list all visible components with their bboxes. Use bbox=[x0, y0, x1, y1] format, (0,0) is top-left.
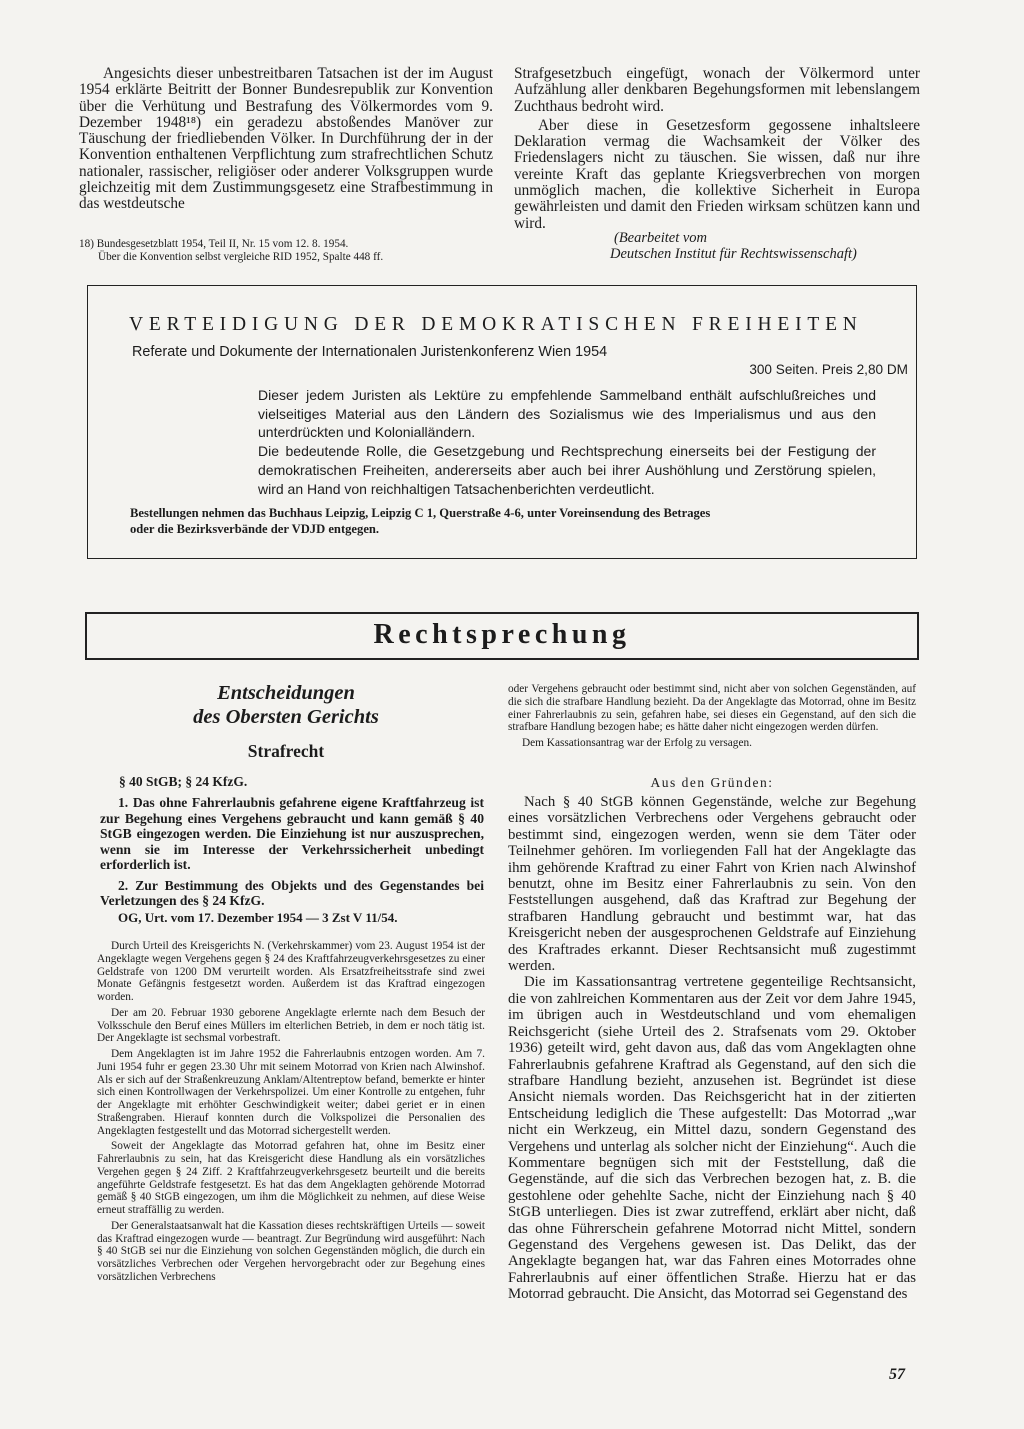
ad-order-line: Bestellungen nehmen das Buchhaus Leipzig, Leipzig C 1, Querstraße 4-6, unter Voreinsendung des Betrages bbox=[130, 506, 711, 520]
section-title: Rechtsprechung bbox=[373, 619, 631, 650]
decisions-heading bbox=[96, 681, 476, 729]
signature-line: (Bearbeitet vom bbox=[614, 230, 708, 246]
reasons-paragraph: Nach § 40 StGB können Gegenstände, welche zur Begehung eines vorsätzlichen Verbrechens oder Vergehens gebraucht oder bestimmt sind, eingezogen werden, wenn sie dem Täter oder Teilnehmer gehören. Im vorliegenden Fall hat der Angeklagte das ihm gehörende Kraftrad zu einer Fahrt von Krien nach Alwinshof benutzt, ohne im Besitz einer Fahrerlaubnis zu sein. Von den Feststellungen ausgehend, daß das Kraftrad zur Begehung der strafbaren Handlung gebraucht und bestimmt war, hat das Kreisgericht neben der ausgesprochenen Geldstrafe auf Einziehung des Kraftrades erkannt. Dieser Rechtsansicht muß zugestimmt werden. bbox=[508, 794, 916, 975]
signature-line: Deutschen Institut für Rechtswissenschaft) bbox=[610, 246, 857, 262]
body-paragraph: Strafgesetzbuch eingefügt, wonach der Völkermord unter Aufzählung aller denkbaren Begehungsformen mit lebenslangem Zuchthaus bedroht wird. bbox=[514, 65, 920, 115]
reasons-heading: Aus den Gründen: bbox=[650, 775, 774, 790]
section-header bbox=[85, 612, 919, 660]
top-left-column bbox=[79, 66, 493, 213]
reasons-text bbox=[508, 794, 916, 1303]
headnote: 1. Das ohne Fahrerlaubnis gefahrene eigene Kraftfahrzeug ist zur Begehung eines Vergehens gebraucht und kann gemäß § 40 StGB eingezogen werden. Die Einziehung ist nur auszusprechen, wenn sie im Interesse der Verkehrssicherheit unbedingt erforderlich ist. bbox=[100, 795, 484, 872]
facts-paragraph: Der Generalstaatsanwalt hat die Kassation dieses rechtskräftigen Urteils — soweit das Kraftrad eingezogen wurde — beantragt. Zur Begründung wird ausgeführt: Nach § 40 StGB sei nur die Einziehung von solchen Gegenständen möglich, die durch ein vorsätzliches Verbrechen oder Vergehen hervorgebracht oder zur Begehung eines vorsätzlichen Verbrechens bbox=[97, 1219, 485, 1283]
facts-paragraph: Dem Angeklagten ist im Jahre 1952 die Fahrerlaubnis entzogen worden. Am 7. Juni 1954 fuhr er gegen 23.30 Uhr mit seinem Motorrad von Krien nach Alwinshof. Als er sich auf der Straßenkreuzung Anklam/Altentreptow befand, bemerkte er hinter sich einen Kontrollwagen der Verkehrspolizei. Um einer Kontrolle zu entgehen, fuhr der Angeklagte mit erhöhter Geschwindigkeit weiter; dabei geriet er in einen Straßengraben. Hierauf konnten durch die Volkspolizei die Personalien des Angeklagten festgestellt und das Motorrad sichergestellt werden. bbox=[97, 1048, 485, 1137]
facts-paragraph: Durch Urteil des Kreisgerichts N. (Verkehrskammer) vom 23. August 1954 ist der Angeklagte wegen Vergehens gegen § 24 des Kraftfahrzeugverkehrsgesetzes zu einer Geldstrafe von 1200 DM verurteilt worden. Als Ersatzfreiheitsstrafe sind zwei Monate Gefängnis festgesetzt worden. Außerdem ist das Kraftrad eingezogen worden. bbox=[97, 940, 485, 1003]
ad-meta: 300 Seiten. Preis 2,80 DM bbox=[749, 362, 908, 377]
ad-title: VERTEIDIGUNG DER DEMOKRATISCHEN FREIHEITEN bbox=[129, 314, 863, 335]
heading-line: des Obersten Gerichts bbox=[193, 706, 379, 728]
ad-paragraph: Die bedeutende Rolle, die Gesetzgebung und Rechtsprechung einerseits bei der Festigung der demokratischen Freiheiten, andererseits aber auch bei ihrer Aushöhlung und Zerstörung spielen, wird an Hand von reichhaltigen Tatsachenberichten verdeutlicht. bbox=[258, 443, 876, 497]
ad-order-line: oder die Bezirksverbände der VDJD entgegen. bbox=[130, 521, 380, 536]
ad-description bbox=[258, 386, 876, 498]
argument-paragraph: Dem Kassationsantrag war der Erfolg zu versagen. bbox=[522, 737, 752, 749]
headnote: 2. Zur Bestimmung des Objekts und des Gegenstandes bei Verletzungen des § 24 KfzG. bbox=[100, 877, 484, 908]
body-paragraph: Angesichts dieser unbestreitbaren Tatsachen ist der im August 1954 erklärte Beitritt der Bonner Bundesrepublik zur Konvention über die Verhütung und Bestrafung des Völkermordes vom 9. Dezember 1948¹⁸) ein geradezu abstoßendes Manöver zur Täuschung der friedliebenden Völker. In Durchführung der in der Konvention enthaltenen Verpflichtung zum strafrechtlichen Schutz nationaler, rassischer, religiöser oder anderer Volksgruppen wurde gleichzeitig mit dem Zustimmungsgesetz eine Strafbestimmung in das westdeutsche bbox=[79, 65, 493, 213]
argument-paragraph: oder Vergehens gebraucht oder bestimmt sind, nicht aber von solchen Gegenständen, auf die sich die strafbare Handlung bezieht. Da der Angeklagte das Motorrad, ohne im Besitz einer Fahrerlaubnis zu sein, gefahren habe, sei dieses ein Gegenstand, auf den sich die strafbare Handlung bezogen habe; es hätte daher nicht eingezogen werden dürfen. bbox=[508, 683, 916, 734]
top-right-column bbox=[514, 66, 920, 232]
court-citation: OG, Urt. vom 17. Dezember 1954 — 3 Zst V 11/54. bbox=[118, 910, 398, 925]
case-facts bbox=[97, 940, 485, 1287]
book-advertisement bbox=[87, 285, 917, 559]
ad-paragraph: Dieser jedem Juristen als Lektüre zu empfehlende Sammelband enthält aufschlußreiches und vielseitiges Material aus den Ländern des Sozialismus wie des Imperialismus und aus den unterdrückten und Kolonialländern. bbox=[258, 387, 876, 441]
headnotes bbox=[100, 795, 484, 909]
kassation-argument bbox=[508, 683, 916, 753]
ad-order-info bbox=[130, 506, 920, 537]
body-paragraph: Aber diese in Gesetzesform gegossene inhaltsleere Deklaration vermag die Wachsamkeit der Völker des Friedenslagers nicht zu täuschen. Sie wissen, daß nur ihre vereinte Kraft das geplante Kriegsverbrechen von morgen unmöglich machen, die kollektive Sicherheit in Europa gewährleisten und damit den Frieden wirksam schützen kann und wird. bbox=[514, 116, 920, 232]
footnote-line: 18) Bundesgesetzblatt 1954, Teil II, Nr. 15 vom 12. 8. 1954. bbox=[79, 238, 349, 250]
signature bbox=[612, 230, 922, 262]
facts-paragraph: Soweit der Angeklagte das Motorrad gefahren hat, ohne im Besitz einer Fahrerlaubnis zu sein, hat das Kreisgericht diese Handlung als ein vorsätzliches Vergehen gegen § 24 Ziff. 2 Kraftfahrzeugverkehrsgesetz beurteilt und die bereits angeführte Geldstrafe festgesetzt. Es hat das dem Angeklagten gehörende Motorrad gemäß § 40 StGB eingezogen, um ihm die Möglichkeit zu nehmen, auf diese Weise erneut straffällig zu werden. bbox=[97, 1140, 485, 1216]
ad-subtitle: Referate und Dokumente der Internationalen Juristenkonferenz Wien 1954 bbox=[132, 344, 608, 360]
facts-paragraph: Der am 20. Februar 1930 geborene Angeklagte erlernte nach dem Besuch der Volksschule den Beruf eines Müllers im elterlichen Betrieb, in dem er noch tätig ist. Der Angeklagte ist sechsmal vorbestraft. bbox=[97, 1006, 485, 1045]
statute-reference: § 40 StGB; § 24 KfzG. bbox=[119, 774, 248, 789]
reasons-paragraph: Die im Kassationsantrag vertretene gegenteilige Rechtsansicht, die von zahlreichen Kommentaren aus der Zeit vor dem Jahre 1945, im übrigen auch in Westdeutschland und vom ehemaligen Reichsgericht (siehe Urteil des 2. Strafsenats vom 29. Oktober 1936) geteilt wird, geht davon aus, daß das vom Angeklagten ohne Fahrerlaubnis gefahrene Kraftrad als Gegenstand, auf den sich die strafbare Handlung bezieht, anzusehen ist. Begründet ist diese Ansicht niemals worden. Das Reichsgericht hat in der zitierten Entscheidung lediglich die These aufgestellt: Das Motorrad „war nicht ein Werkzeug, ein Mittel dazu, sondern Gegenstand des Vergehens und unterlag als solcher nicht der Einziehung“. Auch die Kommentare begnügen sich mit der Feststellung, daß die Gegenstände, auf die sich das Verbrechen bezogen hat, z. B. die gestohlene oder gehehlte Sache, nicht der Einziehung nach § 40 StGB unterliegen. Dies ist zwar zutreffend, erklärt aber nicht, daß das ohne Führerschein gefahrene Motorrad nicht Mittel, sondern Gegenstand des Vergehens gewesen ist. Das Delikt, das der Angeklagte begangen hat, war das Fahren eines Motorrades ohne Fahrerlaubnis auf einer öffentlichen Straße. Hierzu hat er das Motorrad gebraucht. Die Ansicht, das Motorrad sei Gegenstand des bbox=[508, 974, 916, 1303]
footnote-line: Über die Konvention selbst vergleiche RID 1952, Spalte 448 ff. bbox=[98, 251, 384, 263]
footnote bbox=[79, 238, 493, 264]
page-number: 57 bbox=[889, 1366, 905, 1383]
heading-line: Entscheidungen bbox=[217, 682, 355, 704]
criminal-law-subheading: Strafrecht bbox=[247, 741, 325, 761]
